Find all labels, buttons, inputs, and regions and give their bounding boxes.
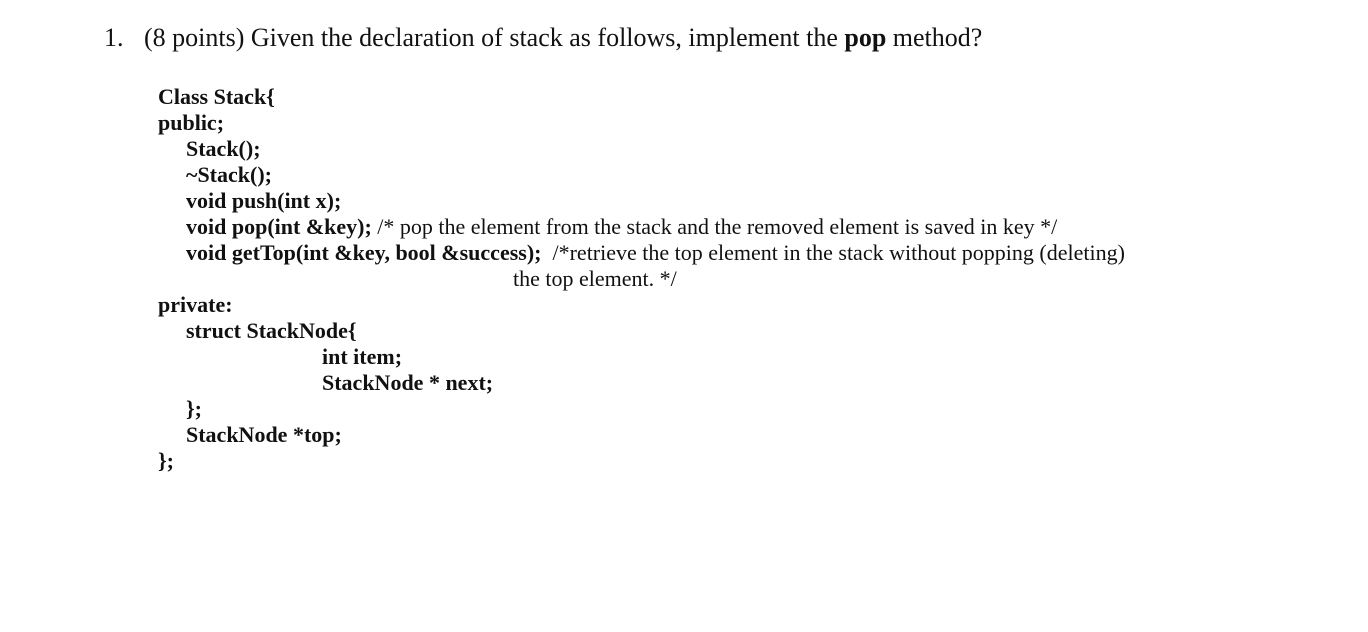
- question-text-after: method?: [886, 23, 983, 52]
- code-gettop-line: [158, 240, 1125, 266]
- code-item-field: int item;: [322, 344, 403, 369]
- code-struct-header: struct StackNode{: [186, 318, 357, 343]
- code-next-field: StackNode * next;: [322, 370, 494, 395]
- code-struct-close: };: [186, 396, 202, 421]
- code-class-close: };: [158, 448, 174, 473]
- code-pop-line: [158, 214, 1125, 240]
- code-class-header: Class Stack{: [158, 84, 275, 109]
- code-constructor: Stack();: [186, 136, 261, 161]
- question-bold-word: pop: [844, 23, 887, 52]
- question-text-before: (8 points) Given the declaration of stack as follows, implement the: [144, 23, 845, 52]
- code-gettop-comment: /*retrieve the top element in the stack without popping (deleting): [541, 240, 1125, 265]
- code-destructor: ~Stack();: [186, 162, 272, 187]
- code-gettop-comment-cont: the top element. */: [513, 266, 677, 291]
- question-number: 1.: [104, 23, 124, 52]
- question-prompt: [104, 22, 982, 54]
- class-declaration-code: [158, 84, 1125, 474]
- code-private-label: private:: [158, 292, 233, 317]
- code-gettop-decl: void getTop(int &key, bool &success);: [186, 240, 542, 265]
- code-pop-comment: /* pop the element from the stack and the removed element is saved in key */: [371, 214, 1058, 239]
- code-push-decl: void push(int x);: [186, 188, 342, 213]
- code-top-field: StackNode *top;: [186, 422, 342, 447]
- code-public-label: public;: [158, 110, 225, 135]
- code-pop-decl: void pop(int &key);: [186, 214, 372, 239]
